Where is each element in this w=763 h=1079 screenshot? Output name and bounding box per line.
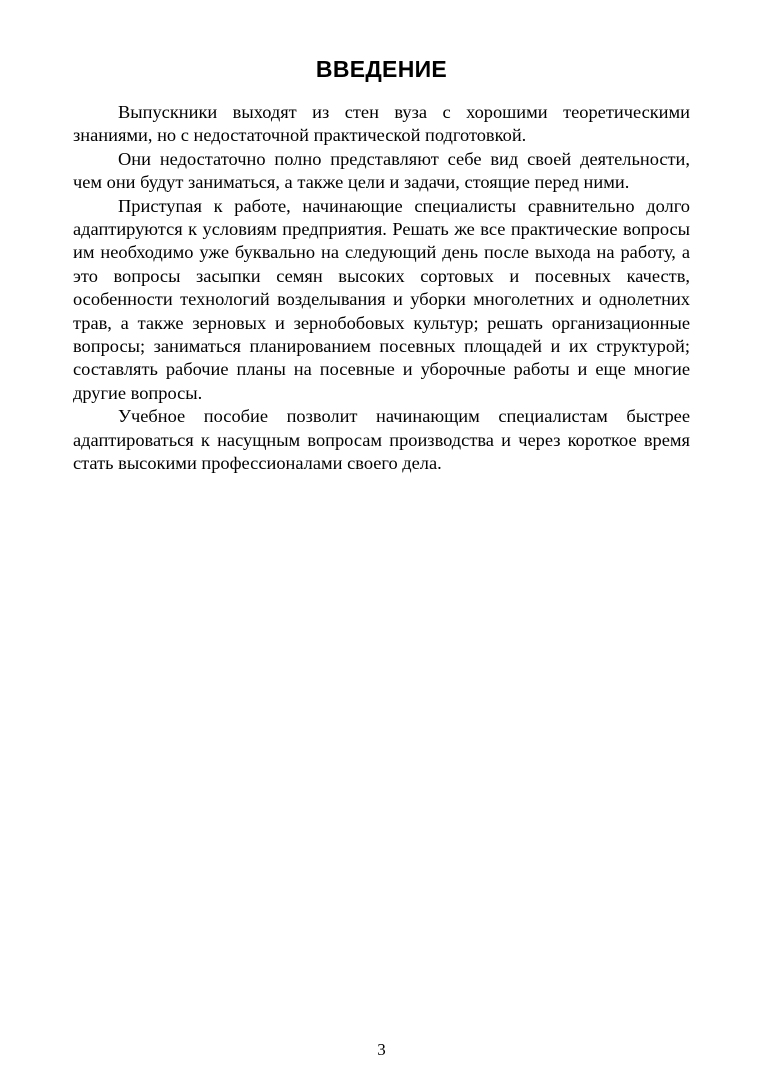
body-text — [73, 101, 690, 476]
page-title: ВВЕДЕНИЕ — [315, 56, 448, 82]
page-number: 3 — [377, 1040, 386, 1059]
paragraph-3: Приступая к работе, начинающие специалисты сравнительно долго адаптируются к условиям предприятия. Решать же все практические вопросы им необходимо уже буквально на следующий день после выхода на работу, а это вопросы засыпки семян высоких сортовых и посевных качеств, особенности технологий возделывания и уборки многолетних и однолетних трав, а также зерновых и зернобобовых культур; решать организационные вопросы; заниматься планированием посевных площадей и их структурой; составлять рабочие планы на посевные и уборочные работы и еще многие другие вопросы. — [73, 195, 690, 403]
paragraph-4: Учебное пособие позволит начинающим специалистам быстрее адаптироваться к насущным вопросам производства и через короткое время стать высокими профессионалами своего дела. — [73, 406, 690, 474]
paragraph-1: Выпускники выходят из стен вуза с хорошими теоретическими знаниями, но с недостаточной практической подготовкой. — [73, 102, 690, 146]
paragraph-2: Они недостаточно полно представляют себе вид своей деятельности, чем они будут заниматься, а также цели и задачи, стоящие перед ними. — [73, 148, 690, 193]
